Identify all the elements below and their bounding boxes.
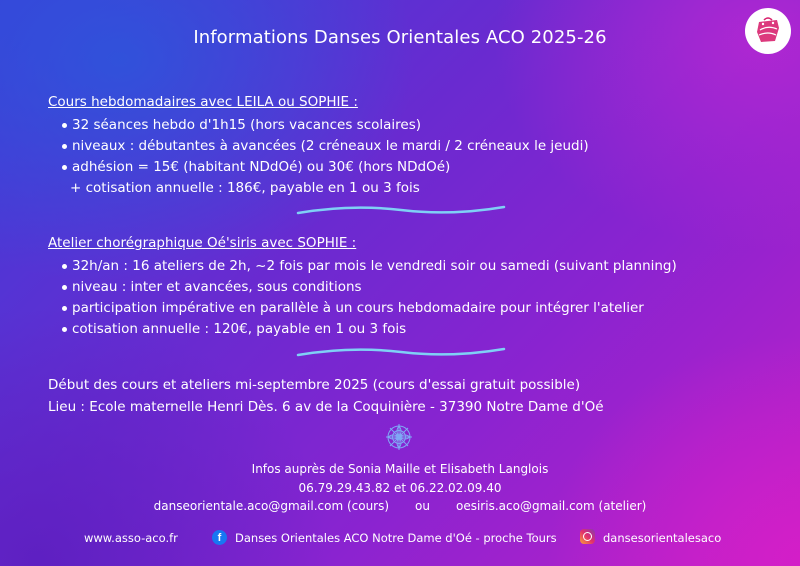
email-courses[interactable]: danseorientale.aco@gmail.com (cours) bbox=[153, 499, 390, 513]
contact-phones: 06.79.29.43.82 et 06.22.02.09.40 bbox=[298, 480, 502, 495]
email-separator: ou bbox=[415, 499, 430, 513]
contact-emails bbox=[0, 497, 800, 516]
mandala-icon bbox=[384, 422, 414, 452]
dancer-logo-icon bbox=[745, 8, 791, 54]
instagram-icon[interactable] bbox=[580, 529, 595, 544]
instagram-link[interactable]: dansesorientalesaco bbox=[603, 531, 722, 545]
weekly-courses-heading: Cours hebdomadaires avec LEILA ou SOPHIE : bbox=[48, 94, 358, 110]
workshop-section bbox=[48, 235, 677, 340]
wave-divider-icon bbox=[296, 201, 506, 219]
workshop-heading: Atelier chorégraphique Oé'siris avec SOPHIE : bbox=[48, 235, 357, 251]
list-item: participation impérative en parallèle à un cours hebdomadaire pour intégrer l'atelier bbox=[48, 298, 677, 319]
list-item: niveau : inter et avancées, sous conditions bbox=[48, 277, 677, 298]
list-item: niveaux : débutantes à avancées (2 créneaux le mardi / 2 créneaux le jeudi) bbox=[48, 136, 589, 157]
annual-fee-line: + cotisation annuelle : 186€, payable en 1 ou 3 fois bbox=[70, 180, 420, 196]
location-text: Lieu : Ecole maternelle Henri Dès. 6 av de la Coquinière - 37390 Notre Dame d'Oé bbox=[48, 399, 604, 415]
list-item: cotisation annuelle : 120€, payable en 1 ou 3 fois bbox=[48, 319, 677, 340]
list-item: 32 séances hebdo d'1h15 (hors vacances scolaires) bbox=[48, 115, 589, 136]
list-item: 32h/an : 16 ateliers de 2h, ~2 fois par mois le vendredi soir ou samedi (suivant planning) bbox=[48, 256, 677, 277]
general-info bbox=[48, 374, 604, 418]
wave-divider-icon bbox=[296, 343, 506, 361]
website-link[interactable]: www.asso-aco.fr bbox=[84, 531, 178, 545]
contact-names: Infos auprès de Sonia Maille et Elisabeth Langlois bbox=[251, 462, 549, 476]
weekly-courses-section bbox=[48, 94, 589, 199]
facebook-link[interactable]: Danses Orientales ACO Notre Dame d'Oé - proche Tours bbox=[235, 531, 557, 545]
email-workshop[interactable]: oesiris.aco@gmail.com (atelier) bbox=[456, 499, 647, 513]
facebook-icon[interactable]: f bbox=[212, 530, 227, 545]
list-item: adhésion = 15€ (habitant NDdOé) ou 30€ (hors NDdOé) bbox=[48, 157, 589, 178]
start-date-text: Début des cours et ateliers mi-septembre 2025 (cours d'essai gratuit possible) bbox=[48, 377, 581, 393]
contact-block bbox=[0, 460, 800, 516]
page-title: Informations Danses Orientales ACO 2025-26 bbox=[193, 27, 607, 48]
